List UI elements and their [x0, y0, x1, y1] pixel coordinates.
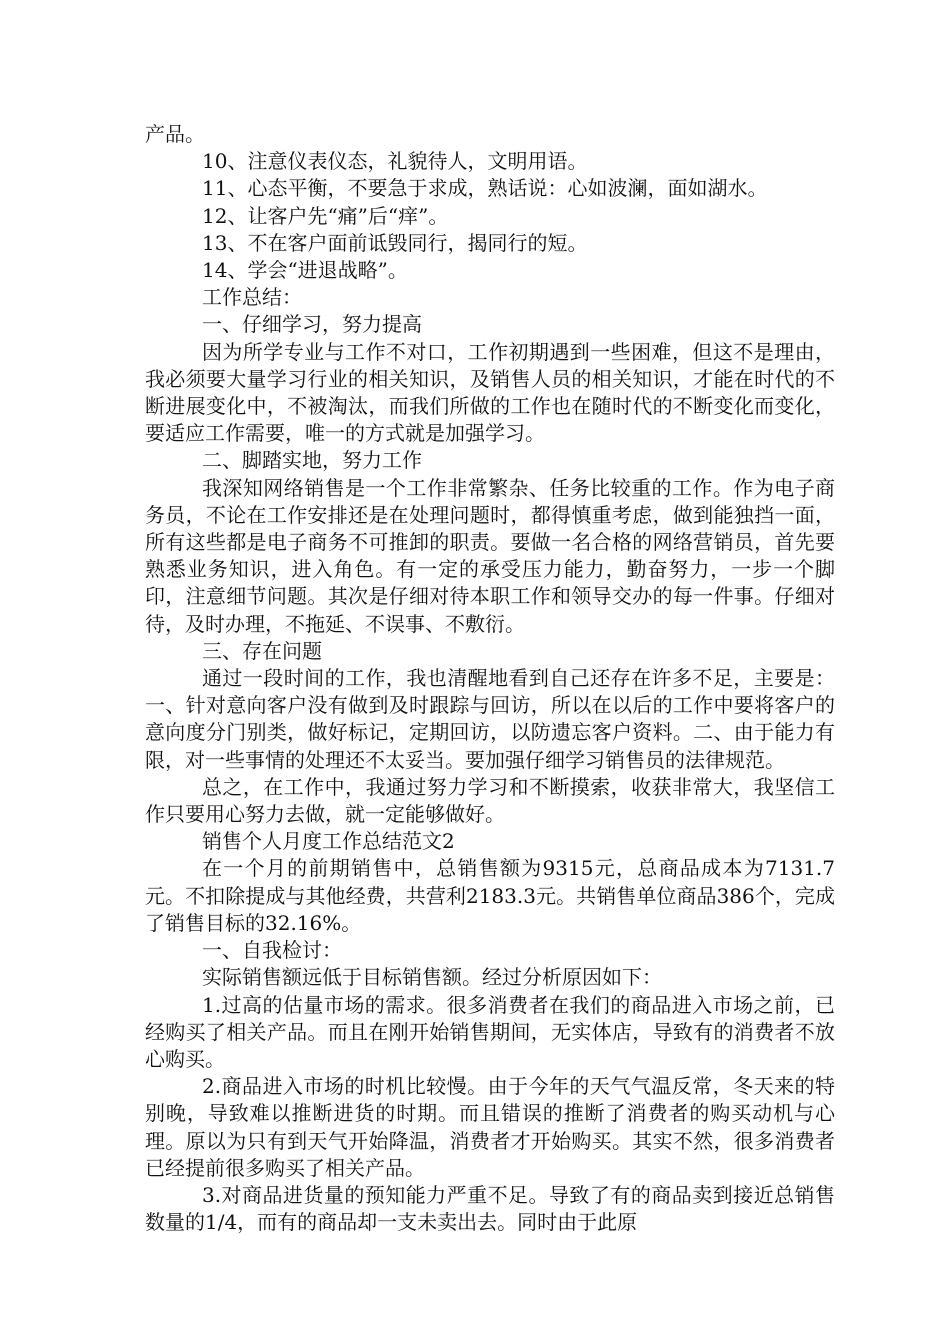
paragraph: 10、注意仪表仪态，礼貌待人，文明用语。	[202, 149, 588, 174]
paragraph: 实际销售额远低于目标销售额。经过分析原因如下：	[202, 965, 662, 990]
section-heading: 二、脚踏实地，努力工作	[202, 448, 422, 473]
paragraph: 在一个月的前期销售中，总销售额为9315元，总商品成本为7131.7元。不扣除提成与其他经费，共营利2183.3元。共销售单位商品386个，完成了销售目标的32.16%。	[145, 856, 835, 935]
paragraph: 通过一段时间的工作，我也清醒地看到自己还存在许多不足，主要是：一、针对意向客户没有做到及时跟踪与回访，所以在以后的工作中要将客户的意向度分门别类，做好标记，定期回访，以防遗忘客户资料。二、由于能力有限，对一些事情的处理还不太妥当。要加强仔细学习销售员的法律规范。	[145, 666, 835, 772]
paragraph: 因为所学专业与工作不对口，工作初期遇到一些困难，但这不是理由，我必须要大量学习行业的相关知识，及销售人员的相关知识，才能在时代的不断进展变化中，不被淘汰，而我们所做的工作也在随时代的不断变化而变化，要适应工作需要，唯一的方式就是加强学习。	[145, 339, 835, 446]
paragraph: 我深知网络销售是一个工作非常繁杂、任务比较重的工作。作为电子商务员，不论在工作安排还是在处理问题时，都得慎重考虑，做到能独挡一面，所有这些都是电子商务不可推卸的职责。要做一名合格的网络营销员，首先要熟悉业务知识，进入角色。有一定的承受压力能力，勤奋努力，一步一个脚印，注意细节问题。其次是仔细对待本职工作和领导交办的每一件事。仔细对待，及时办理，不拖延、不误事、不敷衍。	[145, 475, 835, 636]
paragraph: 总之，在工作中，我通过努力学习和不断摸索，收获非常大，我坚信工作只要用心努力去做，就一定能够做好。	[145, 774, 835, 827]
document-title: 销售个人月度工作总结范文2	[202, 829, 455, 854]
document-body	[145, 121, 835, 1236]
paragraph: 14、学会“进退战略”。	[202, 258, 408, 283]
paragraph: 3.对商品进货量的预知能力严重不足。导致了有的商品卖到接近总销售数量的1/4，而有的商品却一支未卖出去。同时由于此原	[145, 1182, 835, 1235]
paragraph: 11、心态平衡，不要急于求成，熟话说：心如波澜，面如湖水。	[202, 176, 768, 201]
paragraph: 产品。	[145, 122, 205, 146]
section-heading: 一、自我检讨：	[202, 938, 342, 963]
section-heading: 三、存在问题	[202, 638, 322, 663]
section-heading: 一、仔细学习，努力提高	[202, 312, 422, 337]
paragraph: 12、让客户先“痛”后“痒”。	[202, 203, 449, 228]
section-heading: 工作总结：	[202, 285, 302, 310]
paragraph: 2.商品进入市场的时机比较慢。由于今年的天气气温反常，冬天来的特别晚，导致难以推断进货的时期。而且错误的推断了消费者的购买动机与心理。原以为只有到天气开始降温，消费者才开始购买。其实不然，很多消费者已经提前很多购买了相关产品。	[145, 1074, 835, 1180]
paragraph: 1.过高的估量市场的需求。很多消费者在我们的商品进入市场之前，已经购买了相关产品。而且在刚开始销售期间，无实体店，导致有的消费者不放心购买。	[145, 992, 835, 1071]
paragraph: 13、不在客户面前诋毁同行，揭同行的短。	[202, 230, 588, 255]
